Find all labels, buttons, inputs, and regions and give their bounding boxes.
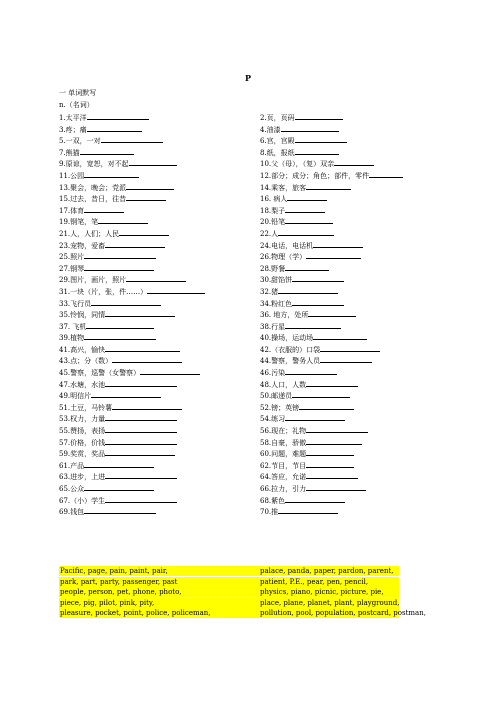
answer-blank[interactable] xyxy=(306,379,358,387)
word-line xyxy=(59,598,399,608)
answer-blank[interactable] xyxy=(369,170,403,178)
exercise-row xyxy=(59,506,459,518)
exercise-item xyxy=(59,135,163,146)
answer-blank[interactable] xyxy=(105,344,180,352)
answer-blank[interactable] xyxy=(129,158,177,166)
exercise-prompt: 67.（小）学生 xyxy=(59,496,106,505)
exercise-prompt: 39.植物 xyxy=(59,334,85,343)
exercise-item xyxy=(59,147,134,158)
category-label: n.（名词） xyxy=(59,101,94,109)
answer-blank[interactable] xyxy=(105,471,177,479)
exercise-prompt: 54.练习 xyxy=(260,415,286,424)
exercise-prompt: 43.点；分（数） xyxy=(59,357,113,366)
exercise-prompt: 22.人 xyxy=(260,229,279,238)
answer-blank[interactable] xyxy=(313,332,367,340)
exercise-row xyxy=(59,448,459,460)
exercise-row xyxy=(59,309,459,321)
word-group-right: patient, P.E., pear, pen, pencil, xyxy=(260,577,369,586)
answer-blank[interactable] xyxy=(112,402,182,410)
exercise-item xyxy=(260,309,356,320)
answer-blank[interactable] xyxy=(285,205,325,213)
exercise-item xyxy=(59,216,148,227)
exercise-row xyxy=(59,216,459,228)
exercise-row xyxy=(59,495,459,507)
answer-blank[interactable] xyxy=(313,240,363,248)
exercise-prompt: 70.推 xyxy=(260,508,279,517)
answer-blank[interactable] xyxy=(320,344,380,352)
exercise-item xyxy=(59,274,186,285)
exercise-prompt: 51.土豆，马铃薯 xyxy=(59,403,113,412)
exercise-row xyxy=(59,251,459,263)
exercise-item xyxy=(260,379,358,390)
answer-blank[interactable] xyxy=(105,495,177,503)
exercise-row xyxy=(59,390,459,402)
vocabulary-exercise-list xyxy=(59,112,459,518)
exercise-prompt: 3.疼；痛 xyxy=(59,125,87,134)
word-group-left: Pacific, page, pain, paint, pair, xyxy=(60,567,168,575)
exercise-row xyxy=(59,425,459,437)
exercise-prompt: 28.野餐 xyxy=(260,264,286,273)
answer-blank[interactable] xyxy=(84,170,139,178)
answer-blank[interactable] xyxy=(147,286,205,294)
word-line xyxy=(59,577,399,587)
exercise-prompt: 52.镑；英镑 xyxy=(260,403,300,412)
highlighted-word-list xyxy=(59,566,426,619)
exercise-prompt: 36. 地方，处所 xyxy=(260,311,309,320)
exercise-item xyxy=(59,471,177,482)
exercise-item xyxy=(260,413,345,424)
answer-blank[interactable] xyxy=(86,321,154,329)
exercise-row xyxy=(59,471,459,483)
answer-blank[interactable] xyxy=(105,379,177,387)
exercise-item xyxy=(260,425,368,436)
exercise-prompt: 69.钱包 xyxy=(59,508,85,517)
answer-blank[interactable] xyxy=(295,147,339,155)
exercise-item xyxy=(59,263,154,274)
exercise-row xyxy=(59,263,459,275)
exercise-prompt: 64.答应，允诺 xyxy=(260,473,307,482)
answer-blank[interactable] xyxy=(287,193,327,201)
exercise-row xyxy=(59,460,459,472)
answer-blank[interactable] xyxy=(306,483,366,491)
exercise-prompt: 57.价格，价钱 xyxy=(59,438,106,447)
exercise-prompt: 60.问题，难题 xyxy=(260,450,307,459)
answer-blank[interactable] xyxy=(292,390,350,398)
answer-blank[interactable] xyxy=(105,240,165,248)
word-line xyxy=(59,587,399,597)
answer-blank[interactable] xyxy=(101,135,163,143)
exercise-item xyxy=(59,112,149,123)
exercise-prompt: 41.高兴，愉快 xyxy=(59,345,106,354)
answer-blank[interactable] xyxy=(80,147,134,155)
exercise-prompt: 1.太平洋 xyxy=(59,114,87,122)
exercise-row xyxy=(59,413,459,425)
exercise-row xyxy=(59,135,459,147)
exercise-prompt: 21.人，人们；人民 xyxy=(59,229,120,238)
exercise-row xyxy=(59,332,459,344)
exercise-prompt: 58.自豪，骄傲 xyxy=(260,438,307,447)
exercise-row xyxy=(59,367,459,379)
exercise-item xyxy=(59,332,156,343)
exercise-item xyxy=(59,437,177,448)
exercise-prompt: 55.赞扬，表扬 xyxy=(59,427,106,436)
exercise-row xyxy=(59,298,459,310)
exercise-prompt: 19.钢笔，笔 xyxy=(59,218,99,227)
answer-blank[interactable] xyxy=(295,112,343,120)
exercise-prompt: 15.过去，昔日，往昔 xyxy=(59,195,127,204)
answer-blank[interactable] xyxy=(119,228,169,236)
exercise-item xyxy=(59,367,200,378)
exercise-prompt: 63.进步，上进 xyxy=(59,473,106,482)
answer-blank[interactable] xyxy=(140,367,200,375)
word-group-right: place, plane, planet, plant, playground, xyxy=(260,598,400,607)
exercise-item xyxy=(260,274,344,285)
exercise-item xyxy=(59,170,139,181)
exercise-prompt: 2.页，页码 xyxy=(260,114,295,122)
exercise-prompt: 49.明信片 xyxy=(59,392,92,401)
answer-blank[interactable] xyxy=(84,263,154,271)
answer-blank[interactable] xyxy=(285,216,333,224)
exercise-item xyxy=(260,147,339,158)
exercise-prompt: 7.熊猫 xyxy=(59,148,80,157)
exercise-item xyxy=(260,471,358,482)
answer-blank[interactable] xyxy=(306,251,361,259)
exercise-item xyxy=(59,495,177,506)
answer-blank[interactable] xyxy=(281,124,339,132)
exercise-item xyxy=(59,379,177,390)
answer-blank[interactable] xyxy=(105,425,177,433)
answer-blank[interactable] xyxy=(112,355,182,363)
exercise-item xyxy=(260,321,341,332)
exercise-prompt: 16. 病人 xyxy=(260,195,288,204)
exercise-prompt: 38.行星 xyxy=(260,322,286,331)
exercise-item xyxy=(260,332,367,343)
answer-blank[interactable] xyxy=(84,506,156,514)
exercise-row xyxy=(59,483,459,495)
exercise-row xyxy=(59,355,459,367)
exercise-prompt: 9.原谅，宽恕，对不起 xyxy=(59,160,129,169)
exercise-prompt: 53.权力，力量 xyxy=(59,415,106,424)
answer-blank[interactable] xyxy=(308,309,356,317)
answer-blank[interactable] xyxy=(285,495,345,503)
exercise-prompt: 5.一双，一对 xyxy=(59,137,101,146)
answer-blank[interactable] xyxy=(105,437,177,445)
answer-blank[interactable] xyxy=(105,309,175,317)
exercise-item xyxy=(260,240,363,251)
exercise-prompt: 25.照片 xyxy=(59,253,85,262)
exercise-item xyxy=(59,506,156,517)
exercise-row xyxy=(59,286,459,298)
exercise-item xyxy=(260,402,354,413)
exercise-row xyxy=(59,228,459,240)
answer-blank[interactable] xyxy=(278,286,338,294)
exercise-prompt: 33.飞行员 xyxy=(59,299,92,308)
answer-blank[interactable] xyxy=(87,112,149,120)
exercise-item xyxy=(59,425,177,436)
answer-blank[interactable] xyxy=(84,460,154,468)
exercise-row xyxy=(59,193,459,205)
exercise-item xyxy=(260,448,354,459)
exercise-row xyxy=(59,344,459,356)
answer-blank[interactable] xyxy=(87,124,142,132)
answer-blank[interactable] xyxy=(320,355,372,363)
answer-blank[interactable] xyxy=(285,321,341,329)
exercise-prompt: 44.警察，警务人员 xyxy=(260,357,321,366)
exercise-item xyxy=(260,135,347,146)
exercise-prompt: 6.宫，宫殿 xyxy=(260,137,295,146)
exercise-item xyxy=(260,344,380,355)
exercise-item xyxy=(260,124,339,135)
exercise-prompt: 31.一块（片，张，件……） xyxy=(59,287,148,296)
exercise-row xyxy=(59,158,459,170)
exercise-item xyxy=(260,182,351,193)
answer-blank[interactable] xyxy=(126,193,166,201)
answer-blank[interactable] xyxy=(285,367,337,375)
exercise-item xyxy=(260,437,362,448)
exercise-item xyxy=(260,506,338,517)
exercise-item xyxy=(260,112,343,123)
exercise-item xyxy=(59,344,180,355)
answer-blank[interactable] xyxy=(126,274,186,282)
exercise-item xyxy=(59,240,165,251)
exercise-prompt: 26.物理（学） xyxy=(260,253,307,262)
answer-blank[interactable] xyxy=(278,506,338,514)
answer-blank[interactable] xyxy=(306,425,368,433)
exercise-item xyxy=(260,263,329,274)
answer-blank[interactable] xyxy=(285,413,345,421)
exercise-prompt: 18.梨子 xyxy=(260,206,286,215)
exercise-row xyxy=(59,240,459,252)
exercise-prompt: 34.粉红色 xyxy=(260,299,293,308)
exercise-row xyxy=(59,124,459,136)
answer-blank[interactable] xyxy=(105,413,177,421)
exercise-item xyxy=(59,355,182,366)
answer-blank[interactable] xyxy=(84,483,154,491)
exercise-prompt: 13.聚会，晚会；党派 xyxy=(59,183,127,192)
exercise-item xyxy=(260,170,403,181)
page-title: P xyxy=(244,73,251,83)
exercise-row xyxy=(59,437,459,449)
answer-blank[interactable] xyxy=(306,437,362,445)
exercise-prompt: 40.操场，运动场 xyxy=(260,334,314,343)
exercise-row xyxy=(59,182,459,194)
exercise-item xyxy=(59,228,169,239)
exercise-prompt: 10.父（母），（复）双亲 xyxy=(260,160,335,169)
exercise-prompt: 45.警察，巡警（女警察） xyxy=(59,369,141,378)
exercise-row xyxy=(59,402,459,414)
exercise-prompt: 29.图片，画片，照片 xyxy=(59,276,127,285)
exercise-item xyxy=(260,286,338,297)
answer-blank[interactable] xyxy=(295,135,347,143)
exercise-item xyxy=(59,460,154,471)
answer-blank[interactable] xyxy=(84,332,156,340)
answer-blank[interactable] xyxy=(91,298,161,306)
answer-blank[interactable] xyxy=(84,205,124,213)
exercise-item xyxy=(59,124,142,135)
exercise-item xyxy=(260,216,333,227)
exercise-item xyxy=(260,495,345,506)
exercise-row xyxy=(59,379,459,391)
exercise-prompt: 12.部分；成分；角色；部件，零件 xyxy=(260,171,370,180)
exercise-item xyxy=(59,193,166,204)
word-group-right: palace, panda, paper, pardon, parent, xyxy=(260,567,394,575)
exercise-prompt: 24.电话，电话机 xyxy=(260,241,314,250)
exercise-prompt: 8.纸，报纸 xyxy=(260,148,295,157)
answer-blank[interactable] xyxy=(306,182,351,190)
exercise-prompt: 35.怜悯，同情 xyxy=(59,311,106,320)
exercise-prompt: 50.邮递员 xyxy=(260,392,293,401)
answer-blank[interactable] xyxy=(105,448,175,456)
answer-blank[interactable] xyxy=(98,216,148,224)
exercise-prompt: 27.钢琴 xyxy=(59,264,85,273)
exercise-item xyxy=(59,182,174,193)
exercise-item xyxy=(260,205,325,216)
exercise-item xyxy=(260,228,334,239)
exercise-prompt: 48.人口，人数 xyxy=(260,380,307,389)
exercise-prompt: 47.水塘，水池 xyxy=(59,380,106,389)
exercise-prompt: 42.（衣服的）口袋 xyxy=(260,345,321,354)
exercise-row xyxy=(59,274,459,286)
answer-blank[interactable] xyxy=(126,182,174,190)
exercise-item xyxy=(59,205,124,216)
exercise-item xyxy=(59,483,154,494)
exercise-row xyxy=(59,147,459,159)
exercise-item xyxy=(260,367,337,378)
exercise-item xyxy=(59,158,177,169)
answer-blank[interactable] xyxy=(299,402,354,410)
exercise-prompt: 23.宠物，爱畜 xyxy=(59,241,106,250)
exercise-row xyxy=(59,321,459,333)
exercise-prompt: 46.污染 xyxy=(260,369,286,378)
exercise-item xyxy=(59,286,205,297)
exercise-item xyxy=(260,355,372,366)
exercise-prompt: 68.紫色 xyxy=(260,496,286,505)
answer-blank[interactable] xyxy=(292,274,344,282)
word-line xyxy=(59,566,399,576)
word-line xyxy=(59,608,426,618)
answer-blank[interactable] xyxy=(292,298,344,306)
word-group-right: physics, piano, picnic, picture, pie, xyxy=(260,588,384,596)
answer-blank[interactable] xyxy=(334,158,374,166)
exercise-row xyxy=(59,112,459,124)
exercise-prompt: 56.现在；礼物 xyxy=(260,427,307,436)
exercise-item xyxy=(59,390,161,401)
section-title: 一 单词默写 xyxy=(59,89,97,97)
word-group-left: people, person, pet, phone, photo, xyxy=(60,588,182,596)
answer-blank[interactable] xyxy=(91,390,161,398)
exercise-prompt: 32.猪 xyxy=(260,287,279,296)
word-group-left: piece, pig, pilot, pink, pity, xyxy=(60,598,155,607)
exercise-item xyxy=(260,251,361,262)
answer-blank[interactable] xyxy=(278,228,334,236)
exercise-prompt: 11.公园 xyxy=(59,171,85,180)
exercise-row xyxy=(59,205,459,217)
exercise-prompt: 17.体育 xyxy=(59,206,85,215)
exercise-prompt: 4.油漆 xyxy=(260,125,281,134)
answer-blank[interactable] xyxy=(84,251,156,259)
exercise-item xyxy=(59,309,175,320)
exercise-item xyxy=(260,193,327,204)
exercise-prompt: 66.拉力，引力 xyxy=(260,485,307,493)
exercise-row xyxy=(59,170,459,182)
exercise-item xyxy=(59,251,156,262)
exercise-prompt: 37. 飞机 xyxy=(59,322,87,331)
exercise-item xyxy=(260,483,366,494)
exercise-item xyxy=(59,298,161,309)
word-group-right: pollution, pool, population, postcard, postman, xyxy=(260,609,426,617)
exercise-item xyxy=(59,321,154,332)
word-group-left: park, part, party, passenger, past xyxy=(60,577,178,586)
exercise-prompt: 30.甜馅饼 xyxy=(260,276,293,285)
exercise-item xyxy=(59,448,175,459)
exercise-item xyxy=(260,390,350,401)
exercise-prompt: 65.公众 xyxy=(59,485,85,493)
exercise-item xyxy=(260,158,374,169)
exercise-item xyxy=(260,460,354,471)
exercise-item xyxy=(59,413,177,424)
answer-blank[interactable] xyxy=(306,460,354,468)
exercise-item xyxy=(59,402,182,413)
exercise-prompt: 61.产品 xyxy=(59,461,85,470)
exercise-item xyxy=(260,298,344,309)
answer-blank[interactable] xyxy=(306,471,358,479)
exercise-prompt: 20.铅笔 xyxy=(260,218,286,227)
exercise-prompt: 14.乘客，旅客 xyxy=(260,183,307,192)
answer-blank[interactable] xyxy=(285,263,329,271)
exercise-prompt: 59.奖赏，奖品 xyxy=(59,450,106,459)
exercise-prompt: 62.节目，节目 xyxy=(260,461,307,470)
answer-blank[interactable] xyxy=(306,448,354,456)
word-group-left: pleasure, pocket, point, police, policeman, xyxy=(60,609,211,617)
